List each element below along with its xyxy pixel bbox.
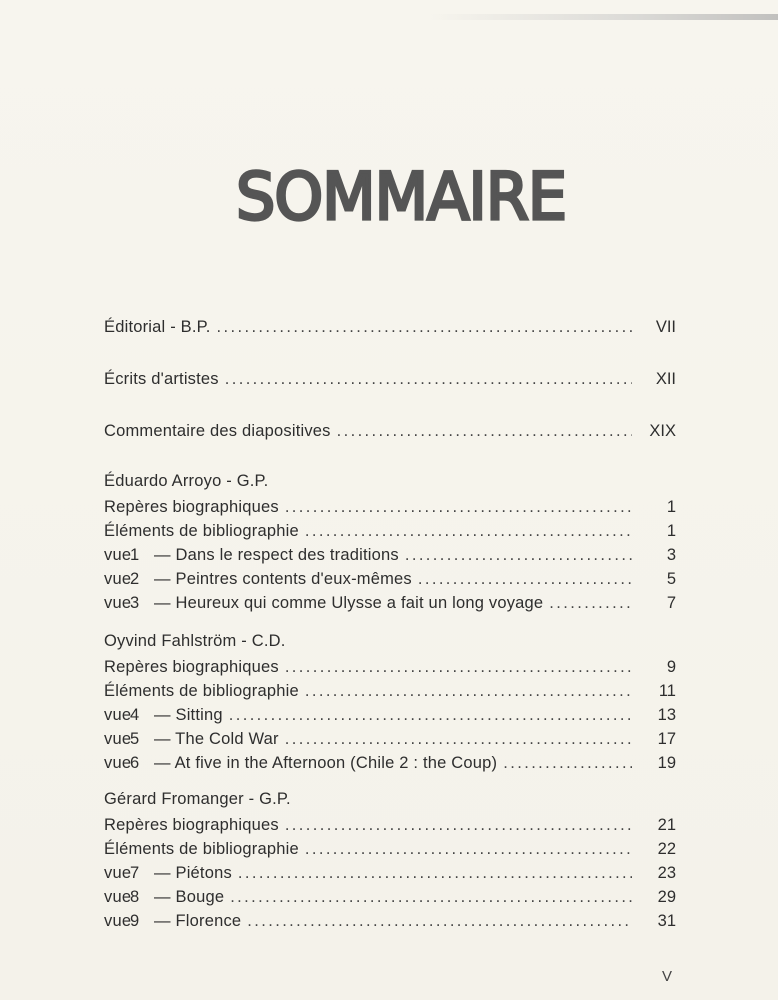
leader-dots xyxy=(285,816,632,835)
leader-dots xyxy=(305,840,632,859)
page-title: SOMMAIRE xyxy=(236,158,567,235)
leader-dots xyxy=(405,546,632,565)
toc-row: Éléments de bibliographie ..... 1 xyxy=(104,522,676,546)
toc-row: Repères biographiques ..... 1 xyxy=(104,498,676,522)
toc-label: Éditorial - B.P. xyxy=(104,318,211,336)
toc-row-vue: vue7 — Piétons ..... 23 xyxy=(104,864,676,888)
page-edge-shadow xyxy=(430,14,778,20)
toc-row-vue: vue3 — Heureux qui comme Ulysse a fait un long voyage ..... 7 xyxy=(104,594,676,618)
toc-row-vue: vue1 — Dans le respect des traditions ..... 3 xyxy=(104,546,676,570)
toc-row-vue: vue8 — Bouge ..... 29 xyxy=(104,888,676,912)
leader-dots xyxy=(418,570,632,589)
toc-page-number: XII xyxy=(655,370,676,388)
leader-dots xyxy=(217,318,632,337)
toc-row: Éléments de bibliographie ..... 11 xyxy=(104,682,676,706)
leader-dots xyxy=(285,730,632,749)
leader-dots xyxy=(229,706,632,725)
leader-dots xyxy=(230,888,632,907)
leader-dots xyxy=(285,498,632,517)
toc-label: Écrits d'artistes xyxy=(104,370,219,388)
toc-page-number: VII xyxy=(655,318,676,336)
toc-label: Commentaire des diapositives xyxy=(104,422,331,440)
leader-dots xyxy=(549,594,632,613)
leader-dots xyxy=(503,754,632,773)
toc-row-commentaire xyxy=(104,422,676,446)
artist-heading: Gérard Fromanger - G.P. xyxy=(104,790,291,808)
toc-page-number: XIX xyxy=(649,422,676,440)
toc-row-ecrits xyxy=(104,370,676,394)
leader-dots xyxy=(337,422,632,441)
toc-row-vue: vue2 — Peintres contents d'eux-mêmes ..... 5 xyxy=(104,570,676,594)
leader-dots xyxy=(225,370,632,389)
toc-row-vue: vue6 — At five in the Afternoon (Chile 2 : the Coup) ..... 19 xyxy=(104,754,676,778)
leader-dots xyxy=(285,658,632,677)
leader-dots xyxy=(247,912,632,931)
toc-row-vue: vue4 — Sitting ..... 13 xyxy=(104,706,676,730)
toc-row: Repères biographiques ..... 21 xyxy=(104,816,676,840)
toc-row: Repères biographiques ..... 9 xyxy=(104,658,676,682)
artist-heading: Oyvind Fahlström - C.D. xyxy=(104,632,286,650)
leader-dots xyxy=(238,864,632,883)
artist-heading: Éduardo Arroyo - G.P. xyxy=(104,472,269,490)
toc-row: Éléments de bibliographie ..... 22 xyxy=(104,840,676,864)
page-number-footer: V xyxy=(662,968,673,985)
toc-row-vue: vue9 — Florence ..... 31 xyxy=(104,912,676,936)
toc-row-vue: vue5 — The Cold War ..... 17 xyxy=(104,730,676,754)
leader-dots xyxy=(305,522,632,541)
leader-dots xyxy=(305,682,632,701)
toc-row-editorial xyxy=(104,318,676,342)
